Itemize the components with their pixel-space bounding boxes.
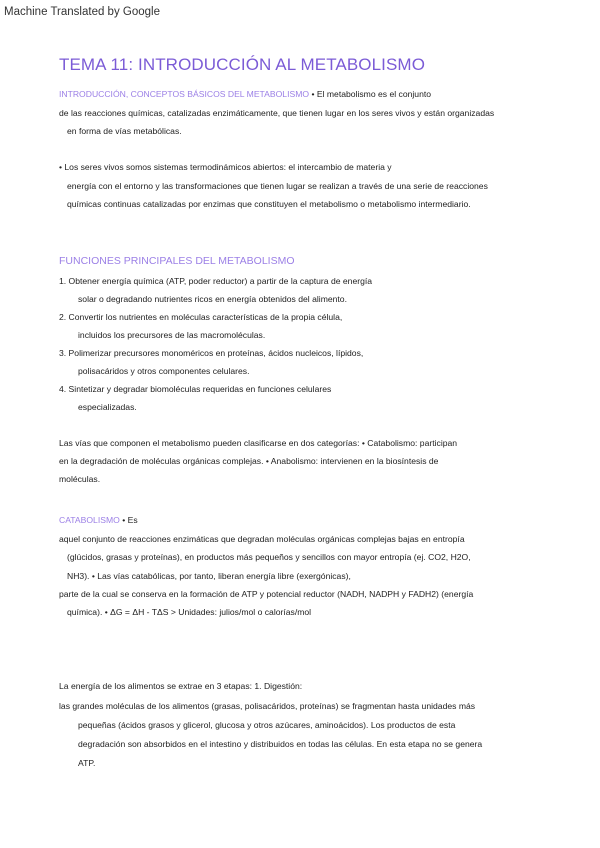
catabolism-heading-tail: • Es [119, 515, 138, 525]
function-item-2-cont: incluidos los precursores de las macromoléculas. [78, 330, 266, 340]
intro-line-3: en forma de vías metabólicas. [67, 126, 182, 136]
catabolism-line-1: aquel conjunto de reacciones enzimáticas que degradan moléculas orgánicas complejas bajas en entropía [59, 534, 465, 544]
function-item-4: 4. Sintetizar y degradar biomoléculas requeridas en funciones celulares [59, 384, 332, 394]
function-item-3-cont: polisacáridos y otros componentes celulares. [78, 366, 250, 376]
stages-line-5: ATP. [78, 758, 96, 768]
routes-line-1: Las vías que componen el metabolismo pueden clasificarse en dos categorías: • Catabolismo: participan [59, 438, 458, 448]
catabolism-line-5: química). • ΔG = ΔH - TΔS > Unidades: julios/mol o calorías/mol [67, 607, 312, 617]
catabolism-line-2: (glúcidos, grasas y proteínas), en productos más pequeños y sencillos con mayor entropía (ej. CO2, H2O, [67, 552, 471, 562]
function-item-1-cont: solar o degradando nutrientes ricos en energía obtenidos del alimento. [78, 294, 347, 304]
function-item-2: 2. Convertir los nutrientes en moléculas características de la propia célula, [59, 312, 343, 322]
translation-banner: Machine Translated by Google [4, 6, 160, 18]
page-title: TEMA 11: INTRODUCCIÓN AL METABOLISMO [59, 55, 426, 74]
catabolism-heading: CATABOLISMO [59, 515, 120, 525]
intro-heading: INTRODUCCIÓN, CONCEPTOS BÁSICOS DEL METABOLISMO [59, 89, 310, 99]
function-item-1: 1. Obtener energía química (ATP, poder reductor) a partir de la captura de energía [59, 276, 373, 286]
intro-line-4: • Los seres vivos somos sistemas termodinámicos abiertos: el intercambio de materia y [59, 162, 392, 172]
catabolism-line-4: parte de la cual se conserva en la formación de ATP y potencial reductor (NADH, NADPH y FADH2) (energía [59, 589, 474, 599]
intro-line-5: energía con el entorno y las transformaciones que tienen lugar se realizan a través de una serie de reacciones [67, 181, 488, 191]
intro-line-1 [59, 89, 431, 99]
catabolism-line-3: NH3). • Las vías catabólicas, por tanto, liberan energía libre (exergónicas), [67, 571, 351, 581]
function-item-3: 3. Polimerizar precursores monoméricos en proteínas, ácidos nucleicos, lípidos, [59, 348, 364, 358]
stages-line-4: degradación son absorbidos en el intestino y distribuidos en todas las células. En esta etapa no se genera [78, 739, 483, 749]
stages-line-1: La energía de los alimentos se extrae en 3 etapas: 1. Digestión: [59, 681, 303, 691]
intro-line-6: químicas continuas catalizadas por enzimas que constituyen el metabolismo o metabolismo intermediario. [67, 199, 471, 209]
intro-line-1-tail: • El metabolismo es el conjunto [309, 89, 432, 99]
routes-line-3: moléculas. [59, 474, 101, 484]
stages-line-2: las grandes moléculas de los alimentos (grasas, polisacáridos, proteínas) se fragmentan hasta unidades más [59, 701, 476, 711]
catabolism-line-0 [59, 515, 138, 525]
routes-line-2: en la degradación de moléculas orgánicas complejas. • Anabolismo: intervienen en la biosíntesis de [59, 456, 439, 466]
function-item-4-cont: especializadas. [78, 402, 137, 412]
functions-heading: FUNCIONES PRINCIPALES DEL METABOLISMO [59, 255, 295, 267]
stages-line-3: pequeñas (ácidos grasos y glicerol, glucosa y otros azúcares, aminoácidos). Los productos de esta [78, 720, 456, 730]
intro-line-2: de las reacciones químicas, catalizadas enzimáticamente, que tienen lugar en los seres vivos y están organizadas [59, 108, 495, 118]
